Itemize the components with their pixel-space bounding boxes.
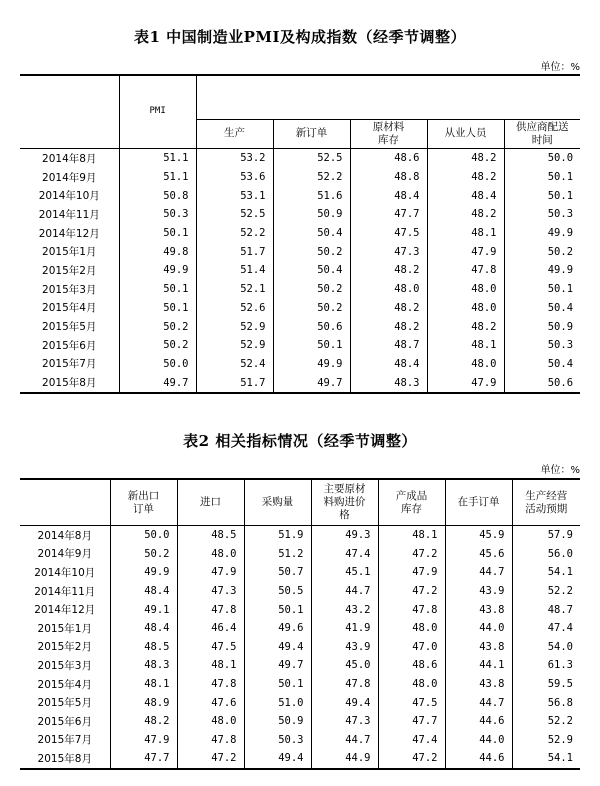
- table2-header-cell: 新出口 订单: [110, 479, 177, 526]
- table-row: [20, 317, 580, 336]
- table-cell: 50.9: [504, 317, 580, 336]
- table-cell: 43.9: [445, 582, 512, 601]
- table-row: [20, 656, 580, 675]
- table-cell: 51.6: [273, 186, 350, 205]
- row-date: 2014年12月: [38, 227, 100, 240]
- table-cell: 50.1: [244, 675, 311, 694]
- table-cell: 49.4: [311, 693, 378, 712]
- table-cell: 50.3: [244, 731, 311, 750]
- table-cell: 51.0: [244, 693, 311, 712]
- table-row: [20, 749, 580, 769]
- table-cell: 48.4: [350, 355, 427, 374]
- table-cell: 54.1: [512, 563, 580, 582]
- table-row: [20, 261, 580, 280]
- table-cell: 47.2: [378, 582, 445, 601]
- table-cell: 47.0: [378, 638, 445, 657]
- row-date: 2015年6月: [42, 339, 97, 352]
- table-cell: 50.0: [504, 149, 580, 168]
- table-cell: 49.1: [110, 600, 177, 619]
- table-cell: 43.2: [311, 600, 378, 619]
- table-cell: 47.8: [311, 675, 378, 694]
- table-row: [20, 224, 580, 243]
- table-row: [20, 545, 580, 564]
- table-cell: 50.2: [119, 317, 196, 336]
- table-cell: 50.4: [504, 355, 580, 374]
- table-cell: 48.0: [378, 675, 445, 694]
- table-cell: 44.0: [445, 731, 512, 750]
- table-cell: 47.8: [177, 731, 244, 750]
- table-cell: 44.6: [445, 749, 512, 769]
- row-date: 2014年12月: [34, 604, 96, 617]
- table1-header-cell: 生产: [196, 119, 273, 148]
- table-cell: 54.0: [512, 638, 580, 657]
- row-date: 2014年9月: [37, 548, 92, 561]
- row-date: 2015年8月: [37, 752, 92, 765]
- table-cell: 48.3: [110, 656, 177, 675]
- table-row: [20, 600, 580, 619]
- row-date: 2015年3月: [37, 659, 92, 672]
- table-cell: 50.9: [244, 712, 311, 731]
- table-cell: 43.8: [445, 600, 512, 619]
- table-cell: 47.5: [378, 693, 445, 712]
- table-row: [20, 731, 580, 750]
- table-cell: 45.9: [445, 526, 512, 545]
- table-cell: 48.1: [177, 656, 244, 675]
- table-cell: 44.9: [311, 749, 378, 769]
- table-cell: 47.2: [177, 749, 244, 769]
- table-cell: 57.9: [512, 526, 580, 545]
- table1-header-group: [196, 75, 580, 119]
- table2-header-cell: 采购量: [244, 479, 311, 526]
- table-cell: 48.2: [427, 205, 504, 224]
- table1: [20, 74, 580, 394]
- table-row: [20, 149, 580, 168]
- table-cell: 52.5: [196, 205, 273, 224]
- table-cell: 50.1: [273, 336, 350, 355]
- table-cell: 45.0: [311, 656, 378, 675]
- row-date: 2015年2月: [37, 641, 92, 654]
- row-date: 2015年2月: [42, 264, 97, 277]
- table-cell: 47.5: [177, 638, 244, 657]
- table-cell: 49.7: [119, 373, 196, 393]
- table-row: [20, 619, 580, 638]
- table-row: [20, 299, 580, 318]
- table-cell: 48.0: [177, 545, 244, 564]
- table-cell: 49.9: [119, 261, 196, 280]
- table-cell: 47.7: [110, 749, 177, 769]
- row-date: 2015年4月: [42, 302, 97, 315]
- table-cell: 52.2: [273, 168, 350, 187]
- table-cell: 49.7: [273, 373, 350, 393]
- row-date: 2014年10月: [34, 566, 96, 579]
- table-cell: 48.2: [350, 299, 427, 318]
- table-cell: 51.9: [244, 526, 311, 545]
- table-cell: 43.9: [311, 638, 378, 657]
- row-date: 2015年8月: [42, 377, 97, 390]
- table2-header-cell: 生产经营 活动预期: [512, 479, 580, 526]
- table-cell: 51.7: [196, 373, 273, 393]
- table-cell: 50.6: [273, 317, 350, 336]
- table-cell: 47.6: [177, 693, 244, 712]
- table-cell: 45.1: [311, 563, 378, 582]
- table-cell: 47.8: [177, 600, 244, 619]
- table-cell: 49.9: [110, 563, 177, 582]
- table-row: [20, 186, 580, 205]
- table-row: [20, 168, 580, 187]
- table-row: [20, 355, 580, 374]
- table-cell: 48.6: [350, 149, 427, 168]
- table-row: [20, 336, 580, 355]
- table-cell: 51.2: [244, 545, 311, 564]
- table-cell: 50.8: [119, 186, 196, 205]
- table-cell: 44.6: [445, 712, 512, 731]
- table-cell: 48.4: [110, 619, 177, 638]
- table-cell: 59.5: [512, 675, 580, 694]
- table-cell: 50.1: [504, 280, 580, 299]
- table-cell: 47.9: [427, 373, 504, 393]
- table1-header-pmi: PMI: [119, 75, 196, 149]
- table2-header-cell: 进口: [177, 479, 244, 526]
- table1-corner: [20, 75, 119, 149]
- table-cell: 44.7: [311, 582, 378, 601]
- table-cell: 48.1: [378, 526, 445, 545]
- table-cell: 50.5: [244, 582, 311, 601]
- table-cell: 50.3: [504, 336, 580, 355]
- table-cell: 47.3: [350, 242, 427, 261]
- table-cell: 48.1: [427, 224, 504, 243]
- table-cell: 48.8: [350, 168, 427, 187]
- table-cell: 52.5: [273, 149, 350, 168]
- table-cell: 48.0: [378, 619, 445, 638]
- row-date: 2015年5月: [42, 321, 97, 334]
- table-cell: 49.4: [244, 638, 311, 657]
- table-cell: 49.7: [244, 656, 311, 675]
- table2-unit: 单位：%: [540, 465, 580, 476]
- table-cell: 49.4: [244, 749, 311, 769]
- row-date: 2015年6月: [37, 715, 92, 728]
- table-row: [20, 563, 580, 582]
- table-cell: 50.6: [504, 373, 580, 393]
- table-cell: 48.4: [350, 186, 427, 205]
- table-cell: 47.3: [311, 712, 378, 731]
- table-cell: 47.8: [378, 600, 445, 619]
- table-cell: 47.3: [177, 582, 244, 601]
- table-cell: 48.0: [177, 712, 244, 731]
- table1-header-cell: 新订单: [273, 119, 350, 148]
- table-cell: 49.6: [244, 619, 311, 638]
- table-cell: 47.8: [177, 675, 244, 694]
- table-cell: 61.3: [512, 656, 580, 675]
- row-date: 2015年1月: [37, 622, 92, 635]
- row-date: 2014年8月: [20, 149, 119, 168]
- table2-header-cell: 在手订单: [445, 479, 512, 526]
- table-row: [20, 675, 580, 694]
- table-cell: 47.4: [512, 619, 580, 638]
- row-date: 2014年8月: [37, 529, 92, 542]
- table-cell: 48.9: [110, 693, 177, 712]
- table-cell: 48.0: [427, 355, 504, 374]
- table-cell: 47.5: [350, 224, 427, 243]
- table-cell: 47.4: [311, 545, 378, 564]
- table-cell: 52.2: [512, 712, 580, 731]
- table-cell: 52.1: [196, 280, 273, 299]
- table-cell: 50.1: [119, 224, 196, 243]
- table-cell: 50.1: [244, 600, 311, 619]
- table-cell: 53.1: [196, 186, 273, 205]
- table-cell: 50.4: [273, 261, 350, 280]
- table-cell: 48.5: [177, 526, 244, 545]
- table-cell: 47.4: [378, 731, 445, 750]
- table-cell: 47.7: [350, 205, 427, 224]
- table-row: [20, 280, 580, 299]
- table-cell: 48.1: [427, 336, 504, 355]
- table-cell: 52.6: [196, 299, 273, 318]
- table-cell: 47.9: [110, 731, 177, 750]
- table-cell: 50.3: [504, 205, 580, 224]
- table-cell: 50.0: [110, 526, 177, 545]
- row-date: 2015年1月: [42, 246, 97, 259]
- table-cell: 44.0: [445, 619, 512, 638]
- table-cell: 43.8: [445, 675, 512, 694]
- table-cell: 44.7: [445, 563, 512, 582]
- table2-header-cell: 产成品 库存: [378, 479, 445, 526]
- table-cell: 50.2: [504, 242, 580, 261]
- table-cell: 48.4: [110, 582, 177, 601]
- table-cell: 48.2: [427, 149, 504, 168]
- row-date: 2014年11月: [34, 585, 96, 598]
- table-cell: 50.1: [119, 280, 196, 299]
- table1-header-cell: 供应商配送 时间: [504, 119, 580, 148]
- table-row: [20, 693, 580, 712]
- table-cell: 49.8: [119, 242, 196, 261]
- table-row: [20, 242, 580, 261]
- table-cell: 44.1: [445, 656, 512, 675]
- row-date: 2015年7月: [42, 358, 97, 371]
- table1-unit: 单位：%: [540, 62, 580, 73]
- table-cell: 52.9: [512, 731, 580, 750]
- table2-title: 表2 相关指标情况（经季节调整）: [183, 432, 417, 450]
- table2-corner: [20, 479, 110, 526]
- table-cell: 47.9: [378, 563, 445, 582]
- table-cell: 52.9: [196, 336, 273, 355]
- table-cell: 50.7: [244, 563, 311, 582]
- table-row: [20, 373, 580, 393]
- table-cell: 47.9: [427, 242, 504, 261]
- table1-header-cell: 从业人员: [427, 119, 504, 148]
- table-cell: 48.3: [350, 373, 427, 393]
- table-cell: 45.6: [445, 545, 512, 564]
- table-cell: 48.7: [512, 600, 580, 619]
- table-cell: 51.1: [119, 168, 196, 187]
- table-cell: 48.0: [427, 280, 504, 299]
- table-cell: 47.2: [378, 545, 445, 564]
- table-cell: 48.7: [350, 336, 427, 355]
- table-cell: 51.7: [196, 242, 273, 261]
- table-cell: 51.4: [196, 261, 273, 280]
- table-cell: 47.8: [427, 261, 504, 280]
- table-cell: 49.3: [311, 526, 378, 545]
- table2: [20, 478, 580, 770]
- table-cell: 48.0: [350, 280, 427, 299]
- table-cell: 50.9: [273, 205, 350, 224]
- table-row: [20, 205, 580, 224]
- table-cell: 52.4: [196, 355, 273, 374]
- table-row: [20, 582, 580, 601]
- table-cell: 48.2: [350, 317, 427, 336]
- table-row: [20, 526, 580, 545]
- table-cell: 47.7: [378, 712, 445, 731]
- table-cell: 50.2: [273, 242, 350, 261]
- table-cell: 49.9: [504, 224, 580, 243]
- table-cell: 50.3: [119, 205, 196, 224]
- table-cell: 48.1: [110, 675, 177, 694]
- row-date: 2015年7月: [37, 734, 92, 747]
- table-cell: 44.7: [445, 693, 512, 712]
- table-cell: 49.9: [504, 261, 580, 280]
- row-date: 2015年4月: [37, 678, 92, 691]
- table-cell: 48.0: [427, 299, 504, 318]
- table-row: [20, 712, 580, 731]
- row-date: 2014年11月: [38, 208, 100, 221]
- table-cell: 48.2: [110, 712, 177, 731]
- table-cell: 50.1: [504, 168, 580, 187]
- table-cell: 50.2: [273, 299, 350, 318]
- table-cell: 50.2: [119, 336, 196, 355]
- table1-header-cell: 原材料 库存: [350, 119, 427, 148]
- table-cell: 50.1: [504, 186, 580, 205]
- table-cell: 48.6: [378, 656, 445, 675]
- table-cell: 48.2: [350, 261, 427, 280]
- table-cell: 48.2: [427, 168, 504, 187]
- table-cell: 48.2: [427, 317, 504, 336]
- table-cell: 56.0: [512, 545, 580, 564]
- table-cell: 53.6: [196, 168, 273, 187]
- table-cell: 50.4: [273, 224, 350, 243]
- table-cell: 56.8: [512, 693, 580, 712]
- table-cell: 50.2: [110, 545, 177, 564]
- table-cell: 47.9: [177, 563, 244, 582]
- table-row: [20, 638, 580, 657]
- table2-header-cell: 主要原材 料购进价 格: [311, 479, 378, 526]
- table-cell: 52.2: [512, 582, 580, 601]
- table-cell: 52.9: [196, 317, 273, 336]
- table1-title: 表1 中国制造业PMI及构成指数（经季节调整）: [133, 28, 467, 46]
- table-cell: 53.2: [196, 149, 273, 168]
- table-cell: 46.4: [177, 619, 244, 638]
- table-cell: 48.5: [110, 638, 177, 657]
- table-cell: 44.7: [311, 731, 378, 750]
- table-cell: 48.4: [427, 186, 504, 205]
- table-cell: 49.9: [273, 355, 350, 374]
- table-cell: 43.8: [445, 638, 512, 657]
- row-date: 2014年9月: [42, 171, 97, 184]
- table-cell: 50.0: [119, 355, 196, 374]
- table-cell: 51.1: [119, 149, 196, 168]
- table-cell: 47.2: [378, 749, 445, 769]
- table-cell: 52.2: [196, 224, 273, 243]
- table-cell: 50.4: [504, 299, 580, 318]
- table-cell: 54.1: [512, 749, 580, 769]
- table-cell: 50.2: [273, 280, 350, 299]
- table-cell: 50.1: [119, 299, 196, 318]
- table-cell: 41.9: [311, 619, 378, 638]
- row-date: 2015年3月: [42, 283, 97, 296]
- row-date: 2015年5月: [37, 697, 92, 710]
- row-date: 2014年10月: [38, 190, 100, 203]
